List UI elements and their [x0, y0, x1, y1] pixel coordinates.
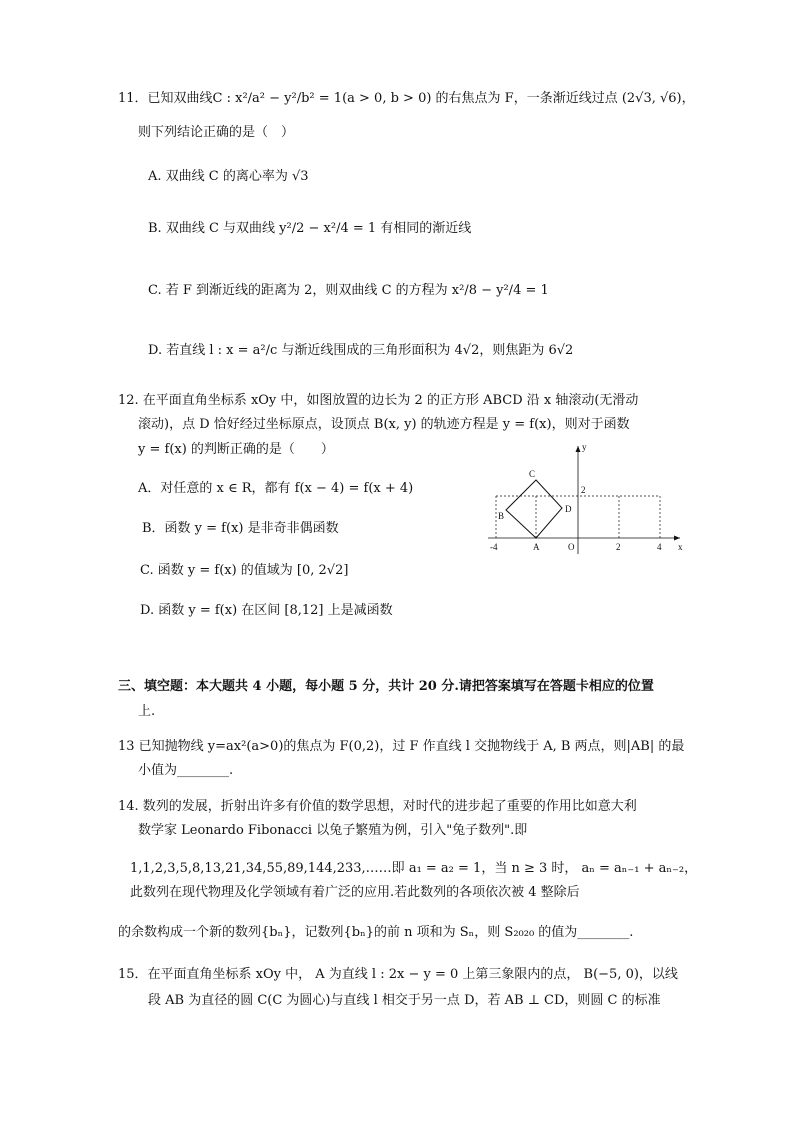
square-abcd: [506, 480, 562, 538]
q12-option-b: B．函数 y = f(x) 是非奇非偶函数: [142, 521, 339, 536]
q11-option-d: D. 若直线 l : x = a²/c 与渐近线围成的三角形面积为 4√2，则焦距为 6√2: [148, 343, 574, 358]
section3-heading-line2: 上.: [138, 704, 156, 719]
label-y: y: [582, 442, 587, 452]
q15-line1: 15．在平面直角坐标系 xOy 中， A 为直线 l : 2x − y = 0 上第三象限内的点， B(−5, 0)，以线: [118, 967, 678, 982]
tick-y-2: 2: [581, 485, 586, 495]
label-b: B: [498, 511, 505, 521]
q13-line2: 小值为________.: [138, 763, 234, 778]
tick-x-neg4: -4: [490, 542, 498, 552]
q11-stem-line2: 则下列结论正确的是（ ）: [138, 125, 295, 140]
label-o: O: [568, 542, 575, 552]
x-axis-arrow-icon: [674, 536, 680, 541]
q12-option-a: A．对任意的 x ∈ R，都有 f(x − 4) = f(x + 4): [138, 481, 414, 496]
label-c: C: [529, 469, 536, 479]
q14-line3: 1,1,2,3,5,8,13,21,34,55,89,144,233,……即 a₁ = a₂ = 1，当 n ≥ 3 时， aₙ = aₙ₋₁ + aₙ₋₂，: [130, 861, 698, 876]
tick-x-4: 4: [657, 542, 662, 552]
label-x: x: [678, 542, 683, 552]
q14-line2: 数学家 Leonardo Fibonacci 以兔子繁殖为例，引入"兔子数列".即: [138, 823, 528, 838]
q11-option-a: A. 双曲线 C 的离心率为 √3: [148, 169, 309, 184]
q13-line1: 13 已知抛物线 y=ax²(a>0)的焦点为 F(0,2)，过 F 作直线 l 交抛物线于 A, B 两点，则|AB| 的最: [118, 739, 685, 754]
q12-stem-line3: y = f(x) 的判断正确的是（ ）: [138, 442, 334, 457]
q14-line4: 此数列在现代物理及化学领域有着广泛的应用.若此数列的各项依次被 4 整除后: [130, 885, 580, 900]
y-axis-arrow-icon: [576, 446, 581, 452]
q12-stem-line2: 滚动)，点 D 恰好经过坐标原点，设顶点 B(x, y) 的轨迹方程是 y = f(x)，则对于函数: [138, 417, 630, 432]
q11-option-b: B. 双曲线 C 与双曲线 y²/2 − x²/4 = 1 有相同的渐近线: [148, 221, 472, 236]
tick-x-2: 2: [616, 542, 621, 552]
q15-line2: 段 AB 为直径的圆 C(C 为圆心)与直线 l 相交于另一点 D，若 AB ⊥ CD，则圆 C 的标准: [148, 993, 661, 1008]
q14-line1: 14. 数列的发展，折射出许多有价值的数学思想，对时代的进步起了重要的作用比如意大利: [118, 799, 637, 814]
q14-line5: 的余数构成一个新的数列{bₙ}，记数列{bₙ}的前 n 项和为 Sₙ，则 S₂₀₂₀ 的值为________.: [118, 925, 634, 940]
q11-stem-line1: 11．已知双曲线C : x²/a² − y²/b² = 1(a > 0, b > 0) 的右焦点为 F，一条渐近线过点 (2√3, √6)，: [118, 91, 695, 106]
label-d: D: [565, 504, 572, 514]
q12-option-d: D. 函数 y = f(x) 在区间 [8,12] 上是减函数: [140, 603, 393, 618]
q12-option-c: C. 函数 y = f(x) 的值域为 [0, 2√2]: [140, 563, 349, 578]
label-a: A: [533, 542, 540, 552]
q12-stem-line1: 12. 在平面直角坐标系 xOy 中，如图放置的边长为 2 的正方形 ABCD 沿 x 轴滚动(无滑动: [118, 393, 639, 408]
q11-option-c: C. 若 F 到渐近线的距离为 2，则双曲线 C 的方程为 x²/8 − y²/4 = 1: [148, 283, 549, 298]
rolling-square-figure: [484, 440, 690, 560]
section3-heading-line1: 三、填空题：本大题共 4 小题，每小题 5 分，共计 20 分.请把答案填写在答题卡相应的位置: [118, 679, 654, 694]
